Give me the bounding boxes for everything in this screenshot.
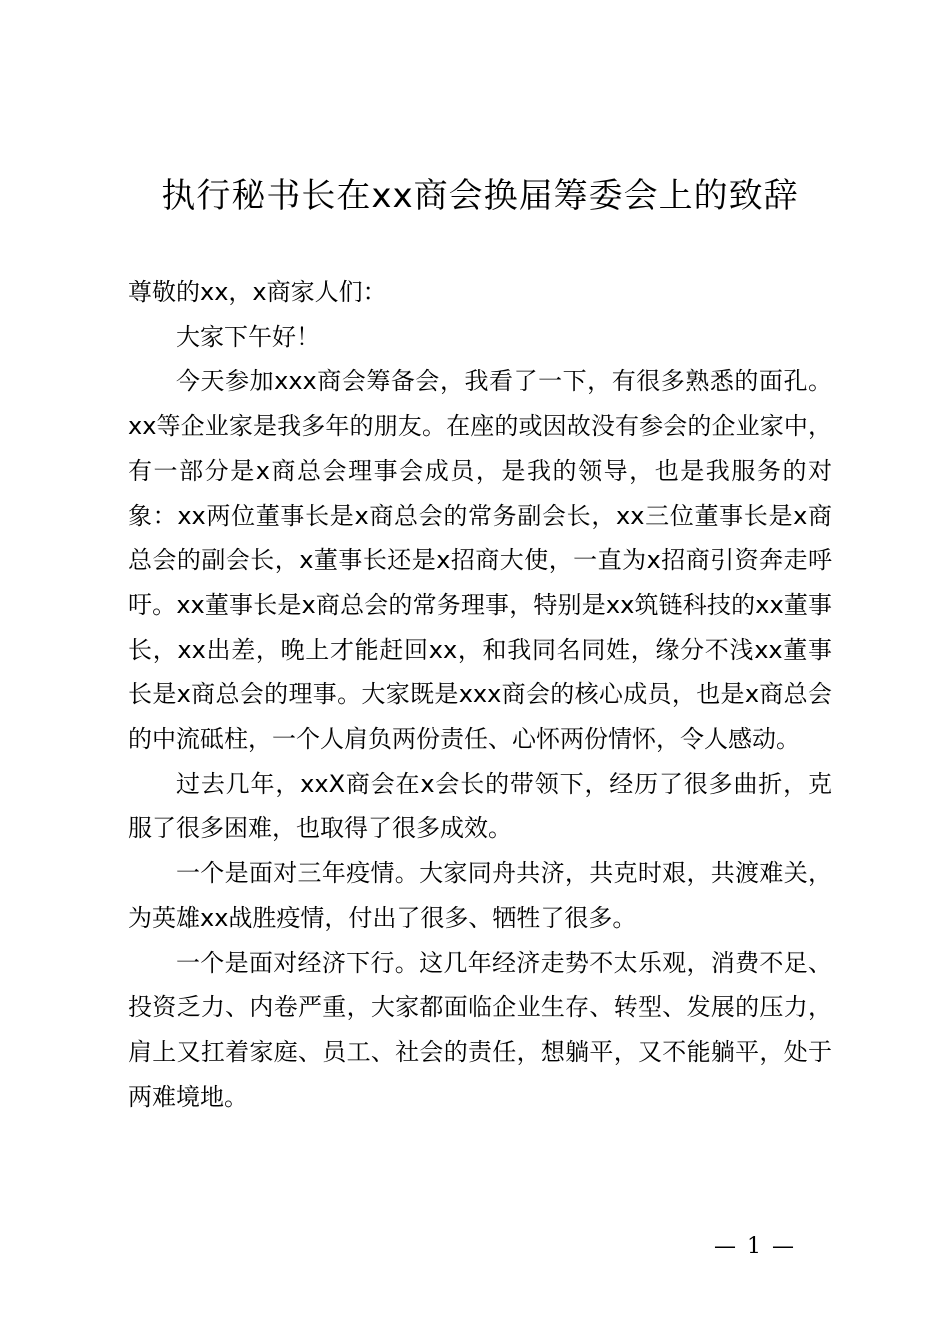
paragraph-attendees: 今天参加xxx商会筹备会，我看了一下，有很多熟悉的面孔。xx等企业家是我多年的朋友。在座的或因故没有参会的企业家中，有一部分是x商总会理事会成员，是我的领导，也是我服务的对象：xx两位董事长是x商总会的常务副会长，xx三位董事长是x商总会的副会长，x董事长还是x招商大使，一直为x招商引资奔走呼吁。xx董事长是x商总会的常务理事，特别是xx筑链科技的xx董事长，xx出差，晚上才能赶回xx，和我同名同姓，缘分不浅xx董事长是x商总会的理事。大家既是xxx商会的核心成员，也是x商总会的中流砥柱，一个人肩负两份责任、心怀两份情怀，令人感动。	[128, 367, 832, 754]
document-title: 执行秘书长在xx商会换届筹委会上的致辞	[161, 176, 799, 216]
document-body	[128, 270, 832, 1119]
paragraph-economy: 一个是面对经济下行。这几年经济走势不太乐观，消费不足、投资乏力、内卷严重，大家都面临企业生存、转型、发展的压力，肩上又扛着家庭、员工、社会的责任，想躺平，又不能躺平，处于两难境地。	[128, 948, 832, 1111]
paragraph-past-years: 过去几年，xxX商会在x会长的带领下，经历了很多曲折，克服了很多困难，也取得了很多成效。	[128, 769, 832, 843]
salutation: 尊敬的xx，x商家人们：	[128, 278, 387, 306]
paragraph-greeting: 大家下午好！	[176, 322, 320, 351]
paragraph-pandemic: 一个是面对三年疫情。大家同舟共济，共克时艰，共渡难关，为英雄xx战胜疫情，付出了很多、牺牲了很多。	[128, 859, 832, 932]
page-number: — 1 —	[714, 1234, 796, 1259]
